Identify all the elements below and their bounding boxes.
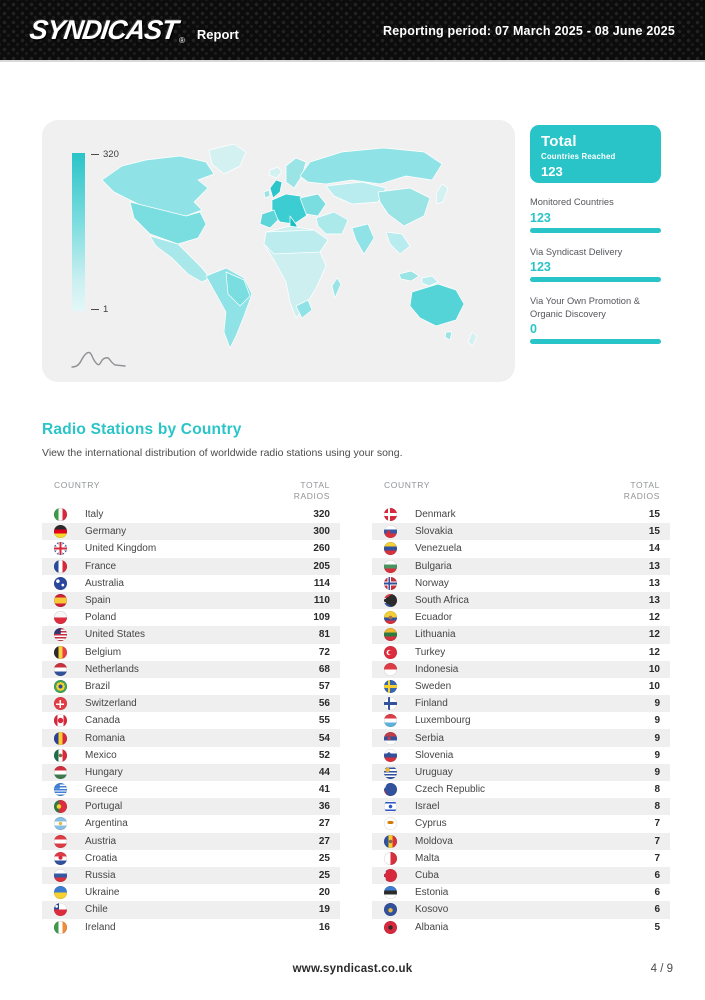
country-flag-icon <box>54 869 67 882</box>
stat-progress-bar <box>530 228 661 233</box>
country-radios: 300 <box>313 526 330 538</box>
country-name: Cyprus <box>415 818 447 830</box>
country-flag-icon <box>54 611 67 624</box>
country-radios: 55 <box>318 715 330 727</box>
country-name: Chile <box>85 904 108 916</box>
table-row <box>372 712 670 729</box>
country-flag-icon <box>54 835 67 848</box>
country-radios: 15 <box>648 526 660 538</box>
country-radios: 320 <box>313 509 330 521</box>
table-row <box>42 506 340 523</box>
country-name: Luxembourg <box>415 715 471 727</box>
table-row <box>42 678 340 695</box>
country-radios: 56 <box>318 698 330 710</box>
table-row <box>372 558 670 575</box>
country-radios: 12 <box>648 612 660 624</box>
country-flag-icon <box>384 783 397 796</box>
country-name: Kosovo <box>415 904 449 916</box>
table-row <box>42 575 340 592</box>
table-row <box>42 558 340 575</box>
country-radios: 9 <box>654 732 660 744</box>
country-radios: 36 <box>318 801 330 813</box>
country-flag-icon <box>54 628 67 641</box>
table-row <box>372 747 670 764</box>
country-flag-icon <box>54 508 67 521</box>
country-name: Indonesia <box>415 663 459 675</box>
country-flag-icon <box>54 852 67 865</box>
header-bar <box>0 0 705 62</box>
country-radios: 44 <box>318 766 330 778</box>
country-flag-icon <box>54 646 67 659</box>
country-name: Uruguay <box>415 766 453 778</box>
country-flag-icon <box>384 697 397 710</box>
country-name: Venezuela <box>415 543 462 555</box>
country-radios: 20 <box>318 887 330 899</box>
table-row <box>42 592 340 609</box>
table-row <box>42 540 340 557</box>
country-radios: 13 <box>648 595 660 607</box>
country-flag-icon <box>384 594 397 607</box>
country-flag-icon <box>384 886 397 899</box>
country-radios: 68 <box>318 663 330 675</box>
total-card-subtitle: Countries Reached <box>541 152 616 161</box>
country-name: Australia <box>85 577 124 589</box>
country-name: Cuba <box>415 870 439 882</box>
country-radios: 9 <box>654 715 660 727</box>
table-row <box>372 626 670 643</box>
country-flag-icon <box>384 921 397 934</box>
table-row <box>372 695 670 712</box>
stats-panel <box>530 125 661 344</box>
country-radios: 57 <box>318 680 330 692</box>
country-name: Serbia <box>415 732 444 744</box>
country-name: Turkey <box>415 646 446 658</box>
table-body <box>42 506 340 936</box>
country-name: Poland <box>85 612 117 624</box>
legend-max-value: 320 <box>103 149 119 160</box>
country-radios: 7 <box>654 835 660 847</box>
table-row <box>372 506 670 523</box>
country-radios: 114 <box>313 577 330 589</box>
country-flag-icon <box>54 560 67 573</box>
country-name: Ireland <box>85 921 116 933</box>
table-row <box>42 884 340 901</box>
country-radios: 13 <box>648 560 660 572</box>
column-header-total-radios: TOTAL RADIOS <box>293 480 330 501</box>
country-radios: 27 <box>318 835 330 847</box>
table-row <box>372 661 670 678</box>
country-flag-icon <box>54 697 67 710</box>
logo <box>27 14 239 46</box>
country-table-right <box>372 480 670 936</box>
country-flag-icon <box>384 852 397 865</box>
country-radios: 15 <box>648 509 660 521</box>
country-flag-icon <box>384 835 397 848</box>
section-subtitle: View the international distribution of worldwide radio stations using your song. <box>42 447 403 459</box>
country-radios: 12 <box>648 629 660 641</box>
table-row <box>372 540 670 557</box>
country-radios: 7 <box>654 818 660 830</box>
country-name: Malta <box>415 852 440 864</box>
country-radios: 81 <box>318 629 330 641</box>
table-row <box>372 592 670 609</box>
country-radios: 10 <box>648 680 660 692</box>
table-row <box>42 901 340 918</box>
table-row <box>42 867 340 884</box>
country-radios: 13 <box>648 577 660 589</box>
country-radios: 8 <box>654 784 660 796</box>
country-name: Sweden <box>415 680 452 692</box>
country-flag-icon <box>384 611 397 624</box>
column-header-country: COUNTRY <box>384 480 431 490</box>
country-flag-icon <box>54 903 67 916</box>
table-row <box>372 815 670 832</box>
country-radios: 14 <box>648 543 660 555</box>
registered-trademark-icon: ® <box>179 35 185 45</box>
country-name: Estonia <box>415 887 449 899</box>
country-radios: 110 <box>313 595 330 607</box>
column-header-total-radios: TOTAL RADIOS <box>623 480 660 501</box>
table-row <box>372 678 670 695</box>
table-row <box>372 575 670 592</box>
table-header <box>42 480 340 506</box>
country-name: Albania <box>415 921 449 933</box>
country-name: Spain <box>85 595 111 607</box>
country-name: United Kingdom <box>85 543 157 555</box>
stat-label: Monitored Countries <box>530 197 614 207</box>
country-flag-icon <box>54 542 67 555</box>
country-flag-icon <box>54 594 67 607</box>
country-radios: 12 <box>648 646 660 658</box>
table-row <box>372 833 670 850</box>
country-flag-icon <box>384 732 397 745</box>
country-flag-icon <box>384 714 397 727</box>
country-radios: 25 <box>318 870 330 882</box>
country-name: Greece <box>85 784 118 796</box>
country-name: South Africa <box>415 595 469 607</box>
table-row <box>372 798 670 815</box>
country-flag-icon <box>54 577 67 590</box>
country-flag-icon <box>54 525 67 538</box>
country-name: Netherlands <box>85 663 139 675</box>
country-name: Slovenia <box>415 749 454 761</box>
country-flag-icon <box>384 680 397 693</box>
table-row <box>42 798 340 815</box>
wave-sketch-icon <box>70 350 128 370</box>
country-flag-icon <box>54 749 67 762</box>
table-row <box>42 850 340 867</box>
country-flag-icon <box>384 817 397 830</box>
country-name: Russia <box>85 870 116 882</box>
country-flag-icon <box>384 577 397 590</box>
country-flag-icon <box>384 525 397 538</box>
country-radios: 25 <box>318 852 330 864</box>
country-radios: 6 <box>654 887 660 899</box>
country-name: Moldova <box>415 835 453 847</box>
page-number: 4 / 9 <box>650 963 673 975</box>
country-radios: 9 <box>654 766 660 778</box>
country-name: Austria <box>85 835 117 847</box>
country-flag-icon <box>54 783 67 796</box>
total-card-value: 123 <box>541 164 563 179</box>
country-name: Mexico <box>85 749 117 761</box>
table-row <box>42 626 340 643</box>
country-name: Denmark <box>415 509 456 521</box>
section-title: Radio Stations by Country <box>42 421 242 438</box>
stat-progress-bar <box>530 277 661 282</box>
country-flag-icon <box>384 749 397 762</box>
table-row <box>42 695 340 712</box>
table-row <box>372 901 670 918</box>
country-name: Italy <box>85 509 104 521</box>
country-flag-icon <box>384 869 397 882</box>
table-row <box>372 781 670 798</box>
country-name: Portugal <box>85 801 123 813</box>
country-flag-icon <box>384 663 397 676</box>
country-flag-icon <box>54 766 67 779</box>
country-flag-icon <box>384 766 397 779</box>
stat-monitored-countries <box>530 196 661 233</box>
stat-own-promotion <box>530 295 661 344</box>
country-flag-icon <box>384 508 397 521</box>
stat-progress-bar <box>530 339 661 344</box>
country-radios: 27 <box>318 818 330 830</box>
table-row <box>42 644 340 661</box>
country-radios: 9 <box>654 698 660 710</box>
total-card-title: Total <box>541 133 577 150</box>
table-row <box>42 764 340 781</box>
country-name: Czech Republic <box>415 784 486 796</box>
table-row <box>42 609 340 626</box>
country-radios: 52 <box>318 749 330 761</box>
country-radios: 6 <box>654 904 660 916</box>
country-radios: 5 <box>654 921 660 933</box>
country-radios: 6 <box>654 870 660 882</box>
table-row <box>42 747 340 764</box>
country-name: Croatia <box>85 852 118 864</box>
country-name: Slovakia <box>415 526 453 538</box>
footer-url-link[interactable]: www.syndicast.co.uk <box>292 963 413 975</box>
country-name: Romania <box>85 732 126 744</box>
stat-value: 123 <box>530 260 551 275</box>
country-name: Hungary <box>85 766 123 778</box>
country-flag-icon <box>384 628 397 641</box>
table-row <box>42 661 340 678</box>
country-flag-icon <box>54 663 67 676</box>
country-radios: 260 <box>313 543 330 555</box>
country-flag-icon <box>54 817 67 830</box>
country-radios: 7 <box>654 852 660 864</box>
country-flag-icon <box>384 542 397 555</box>
column-header-country: COUNTRY <box>54 480 101 490</box>
table-row <box>42 815 340 832</box>
table-row <box>372 867 670 884</box>
country-name: Canada <box>85 715 121 727</box>
table-row <box>372 729 670 746</box>
country-name: Brazil <box>85 680 111 692</box>
country-name: Ukraine <box>85 887 120 899</box>
country-name: Israel <box>415 801 440 813</box>
stat-syndicast-delivery <box>530 246 661 283</box>
country-name: United States <box>85 629 146 641</box>
table-row <box>372 609 670 626</box>
country-flag-icon <box>384 646 397 659</box>
stat-label: Via Syndicast Delivery <box>530 246 623 257</box>
country-radios: 8 <box>654 801 660 813</box>
syndicast-logo: SYNDICAST <box>27 14 180 45</box>
table-row <box>372 850 670 867</box>
country-flag-icon <box>54 714 67 727</box>
table-row <box>372 764 670 781</box>
country-name: Belgium <box>85 646 122 658</box>
table-row <box>42 833 340 850</box>
country-name: Ecuador <box>415 612 453 624</box>
country-name: Lithuania <box>415 629 456 641</box>
country-flag-icon <box>384 560 397 573</box>
table-body <box>372 506 670 936</box>
country-table-left <box>42 480 340 936</box>
table-row <box>42 781 340 798</box>
table-row <box>372 919 670 936</box>
country-flag-icon <box>54 800 67 813</box>
stat-label: Via Your Own Promotion & Organic Discovery <box>530 296 640 319</box>
country-radios: 9 <box>654 749 660 761</box>
country-radios: 72 <box>318 646 330 658</box>
country-radios: 19 <box>318 904 330 916</box>
reporting-period: Reporting period: 07 March 2025 - 08 June 2025 <box>383 24 675 38</box>
country-name: Finland <box>415 698 448 710</box>
country-name: France <box>85 560 117 572</box>
total-countries-card <box>530 125 661 183</box>
country-flag-icon <box>54 680 67 693</box>
country-name: Norway <box>415 577 449 589</box>
country-name: Switzerland <box>85 698 137 710</box>
table-row <box>42 523 340 540</box>
country-radios: 10 <box>648 663 660 675</box>
country-radios: 205 <box>313 560 330 572</box>
country-flag-icon <box>384 800 397 813</box>
country-radios: 41 <box>318 784 330 796</box>
table-row <box>372 523 670 540</box>
table-row <box>42 919 340 936</box>
country-flag-icon <box>384 903 397 916</box>
map-legend <box>72 149 119 315</box>
country-radios: 109 <box>313 612 330 624</box>
stat-value: 123 <box>530 210 551 225</box>
table-row <box>372 644 670 661</box>
country-name: Argentina <box>85 818 128 830</box>
stat-value: 0 <box>530 322 537 337</box>
country-flag-icon <box>54 886 67 899</box>
country-flag-icon <box>54 921 67 934</box>
world-map <box>94 136 499 354</box>
country-radios: 16 <box>318 921 330 933</box>
report-label: Report <box>196 26 239 42</box>
world-map-card <box>42 120 515 382</box>
country-radios: 54 <box>318 732 330 744</box>
country-name: Bulgaria <box>415 560 452 572</box>
legend-min-value: 1 <box>103 304 109 315</box>
table-row <box>42 712 340 729</box>
legend-gradient-bar <box>72 153 85 311</box>
country-name: Germany <box>85 526 127 538</box>
table-row <box>42 729 340 746</box>
table-row <box>372 884 670 901</box>
country-flag-icon <box>54 732 67 745</box>
table-header <box>372 480 670 506</box>
